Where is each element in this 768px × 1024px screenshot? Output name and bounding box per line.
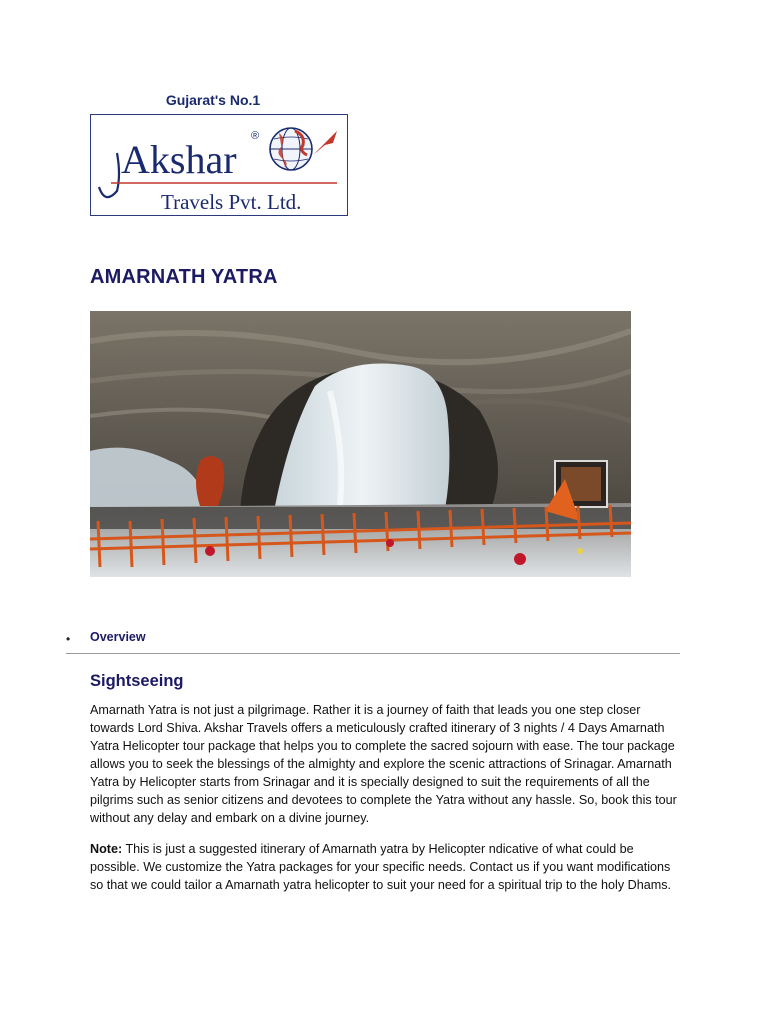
registered-mark: ® (251, 130, 260, 142)
logo-swoosh (99, 153, 119, 197)
logo-company-line: Travels Pvt. Ltd. (161, 190, 302, 214)
airplane-icon (313, 131, 337, 155)
logo-tagline: Gujarat's No.1 (165, 92, 261, 108)
note-label: Note: (90, 842, 123, 856)
logo-brand-name: Akshar (121, 137, 237, 182)
section-title: Sightseeing (90, 672, 184, 690)
bullet-icon: • (66, 632, 71, 646)
company-logo (90, 92, 352, 220)
page-title: AMARNATH YATRA (90, 266, 278, 288)
logo-frame (90, 114, 348, 216)
intro-paragraph: Amarnath Yatra is not just a pilgrimage. Rather it is a journey of faith that leads you one step closer towards Lord Shiva. Akshar Travels offers a meticulously crafted itinerary of 3 nights / 4 Days Amarnath Yatra Helicopter tour package that helps you to complete the sacred sojourn with ease. The tour package allows you to seek the blessings of the almighty and explore the scenic attractions of Srinagar. Amarnath Yatra by Helicopter starts from Srinagar and it is specially designed to suit the requirements of all the pilgrims such as senior citizens and devotees to complete the Yatra without any hassle. So, book this tour without any delay and embark on a divine journey. (90, 703, 677, 825)
nav-link-overview[interactable]: Overview (90, 630, 146, 644)
hero-image (90, 311, 631, 577)
note-paragraph (90, 840, 686, 894)
divider (66, 653, 680, 654)
logo-artwork (91, 115, 349, 217)
globe-icon (270, 128, 312, 170)
note-text: This is just a suggested itinerary of Amarnath yatra by Helicopter ndicative of what could be possible. We customize the Yatra packages for your specific needs. Contact us if you want modifications so that we could tailor a Amarnath yatra helicopter to suit your need for a spiritual trip to the holy Dhams. (90, 842, 672, 892)
